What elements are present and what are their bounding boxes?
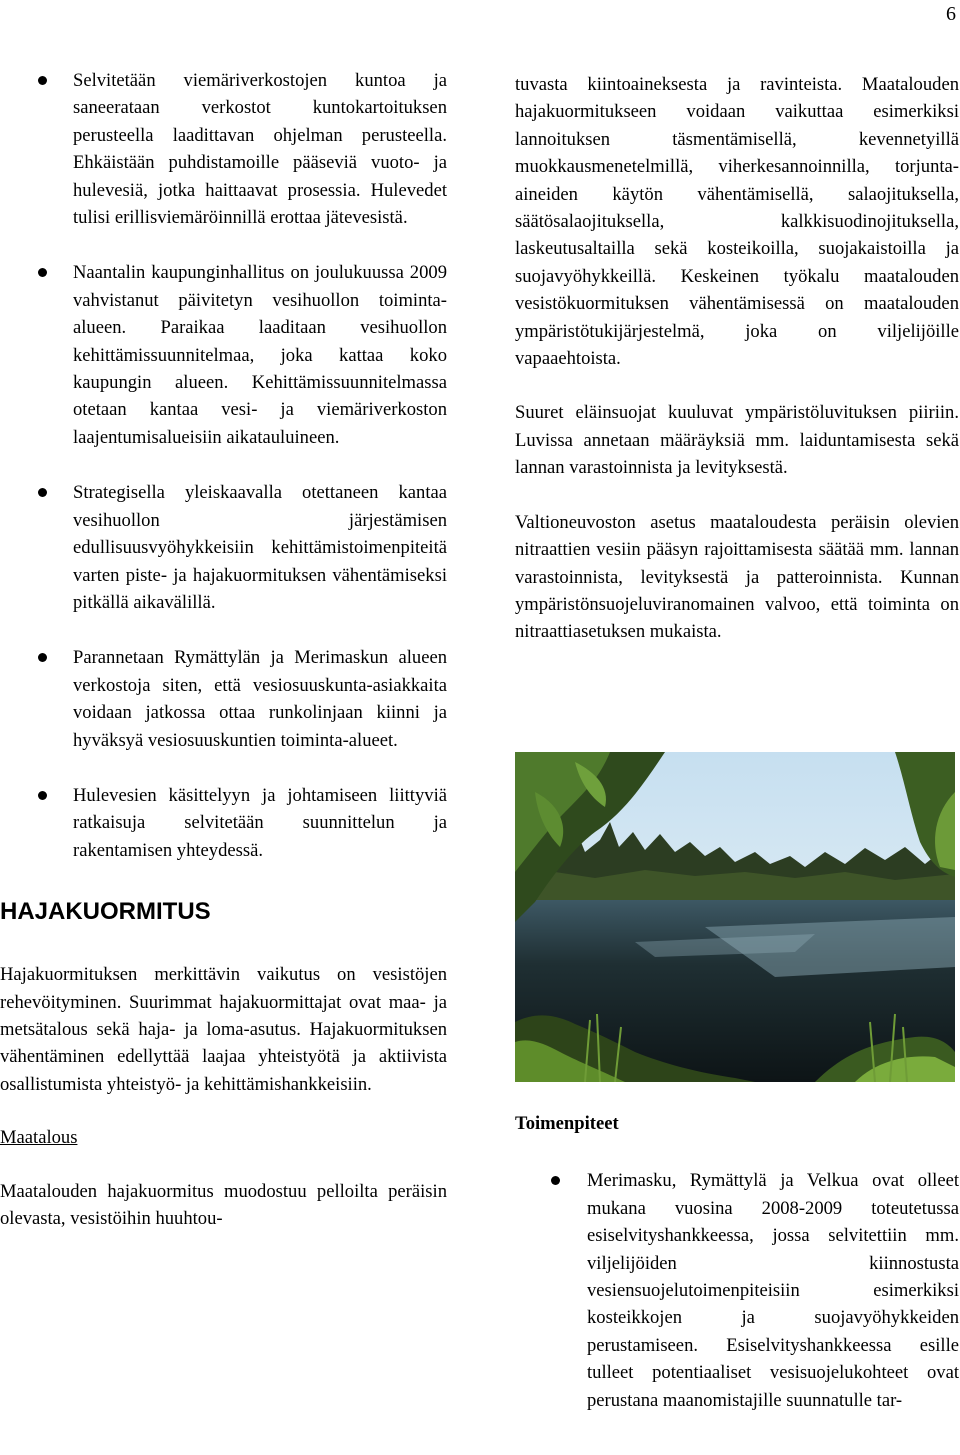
bullet-icon xyxy=(38,268,47,277)
maatalous-paragraph: Maatalouden hajakuormitus muodostuu pelloilta peräisin olevasta, vesistöihin huuhtou- xyxy=(0,1180,447,1229)
list-item xyxy=(515,1167,959,1414)
list-item xyxy=(0,479,447,616)
bullet-icon xyxy=(38,76,47,85)
list-item xyxy=(0,782,447,864)
list-item xyxy=(0,67,447,231)
list-item-text: Hulevesien käsittelyyn ja johtamiseen liittyviä ratkaisuja selvitetään suunnittelun ja rakentamisen yhteydessä. xyxy=(73,784,447,861)
maatalous-continued-paragraph: tuvasta kiintoaineksesta ja ravinteista. Maatalouden hajakuormitukseen voidaan vaikuttaa esimerkiksi lannoituksen täsmentämisellä, kevennetyillä muokkausmenetelmillä, viherkesannoinnilla, torjunta-aineiden käytön vähentämisellä, salaojituksella, säätösalaojituksella, kalkkisuodinojituksella, laskeutusaltailla sekä kosteikoilla, suojakaistoilla ja suojavyöhykkeillä. Keskeinen työkalu maatalouden vesistökuormituksen vähentämisessä on maatalouden ympäristötukijärjestelmä, joka on viljelijöille vapaaehtoista. xyxy=(515,74,959,370)
elainsuojat-paragraph: Suuret eläinsuojat kuuluvat ympäristöluvituksen piiriin. Luvissa annetaan määräyksiä mm. laiduntamisesta sekä lannan varastoinnista ja levityksestä. xyxy=(515,402,959,479)
list-item-text: Parannetaan Rymättylän ja Merimaskun alueen verkostoja siten, että vesiosuuskunta-asiakkaita voidaan jatkossa ottaa runkolinjaan kiinni ja hyväksyä vesiosuuskuntien toiminta-alueet. xyxy=(73,647,447,751)
left-column xyxy=(0,67,447,1232)
bullet-icon xyxy=(38,653,47,662)
lake-photo xyxy=(515,752,955,1082)
left-bullet-list xyxy=(0,67,447,864)
bullet-icon xyxy=(38,791,47,800)
right-bullet-list xyxy=(515,1167,959,1414)
bullet-icon xyxy=(551,1176,560,1185)
toimenpiteet-section xyxy=(515,1110,959,1414)
list-item-text: Naantalin kaupunginhallitus on joulukuussa 2009 vahvistanut päivitetyn vesihuollon toiminta-alueen. Paraikaa laaditaan vesihuollon kehittämissuunnitelmaa, joka kattaa koko kaupungin alueen. Kehittämissuunnitelmassa otetaan kantaa vesi- ja viemäriverkoston laajentumisalueisiin aikatauluineen. xyxy=(73,262,447,448)
section-heading-hajakuormitus: HAJAKUORMITUS xyxy=(0,898,211,926)
list-item xyxy=(0,259,447,451)
bullet-icon xyxy=(38,488,47,497)
right-column xyxy=(515,71,959,673)
subheading-maatalous: Maatalous xyxy=(0,1127,78,1149)
list-item-text: Strategisella yleiskaavalla otettaneen kantaa vesihuollon järjestämisen edullisuusvyöhykkeisiin kehittämistoimenpiteitä varten piste- ja hajakuormituksen vähentämiseksi pitkällä aikavälillä. xyxy=(73,482,447,613)
page-number: 6 xyxy=(946,3,956,25)
list-item xyxy=(0,644,447,754)
lake-photo-icon xyxy=(515,752,955,1082)
section-heading-toimenpiteet: Toimenpiteet xyxy=(515,1113,619,1134)
nitraatti-paragraph: Valtioneuvoston asetus maataloudesta peräisin olevien nitraattien vesiin pääsyn rajoittamisesta säätää mm. lannan varastoinnista, levityksestä ja patteroinnista. Kunnan ympäristönsuojeluviranomainen valvoo, että toiminta on nitraattiasetuksen mukaista. xyxy=(515,511,959,643)
intro-paragraph: Hajakuormituksen merkittävin vaikutus on vesistöjen rehevöityminen. Suurimmat hajakuormittajat ovat maa- ja metsätalous sekä haja- ja loma-asutus. Hajakuormituksen vähentäminen edellyttää laajaa yhteistyötä ja aktiivista osallistumista yhteistyö- ja kehittämishankkeisiin. xyxy=(0,964,447,1095)
list-item-text: Merimasku, Rymättylä ja Velkua ovat olleet mukana vuosina 2008-2009 toteutetussa esiselvityshankkeessa, jossa selvitettiin mm. viljelijöiden kiinnostusta vesiensuojelutoimenpiteisiin esimerkiksi kosteikkojen ja suojavyöhykkeiden perustamiseen. Esiselvityshankkeessa esille tulleet potentiaaliset vesisuojelukohteet ovat perustana maanomistajille suunnatulle tar- xyxy=(587,1170,959,1411)
list-item-text: Selvitetään viemäriverkostojen kuntoa ja saneerataan verkostot kuntokartoituksen perusteella laadittavan ohjelman perusteella. Ehkäistään puhdistamoille pääseviä vuoto- ja hulevesiä, jotka haittaavat prosessia. Hulevedet tulisi erillisviemäröinnillä erottaa jätevesistä. xyxy=(73,70,447,229)
